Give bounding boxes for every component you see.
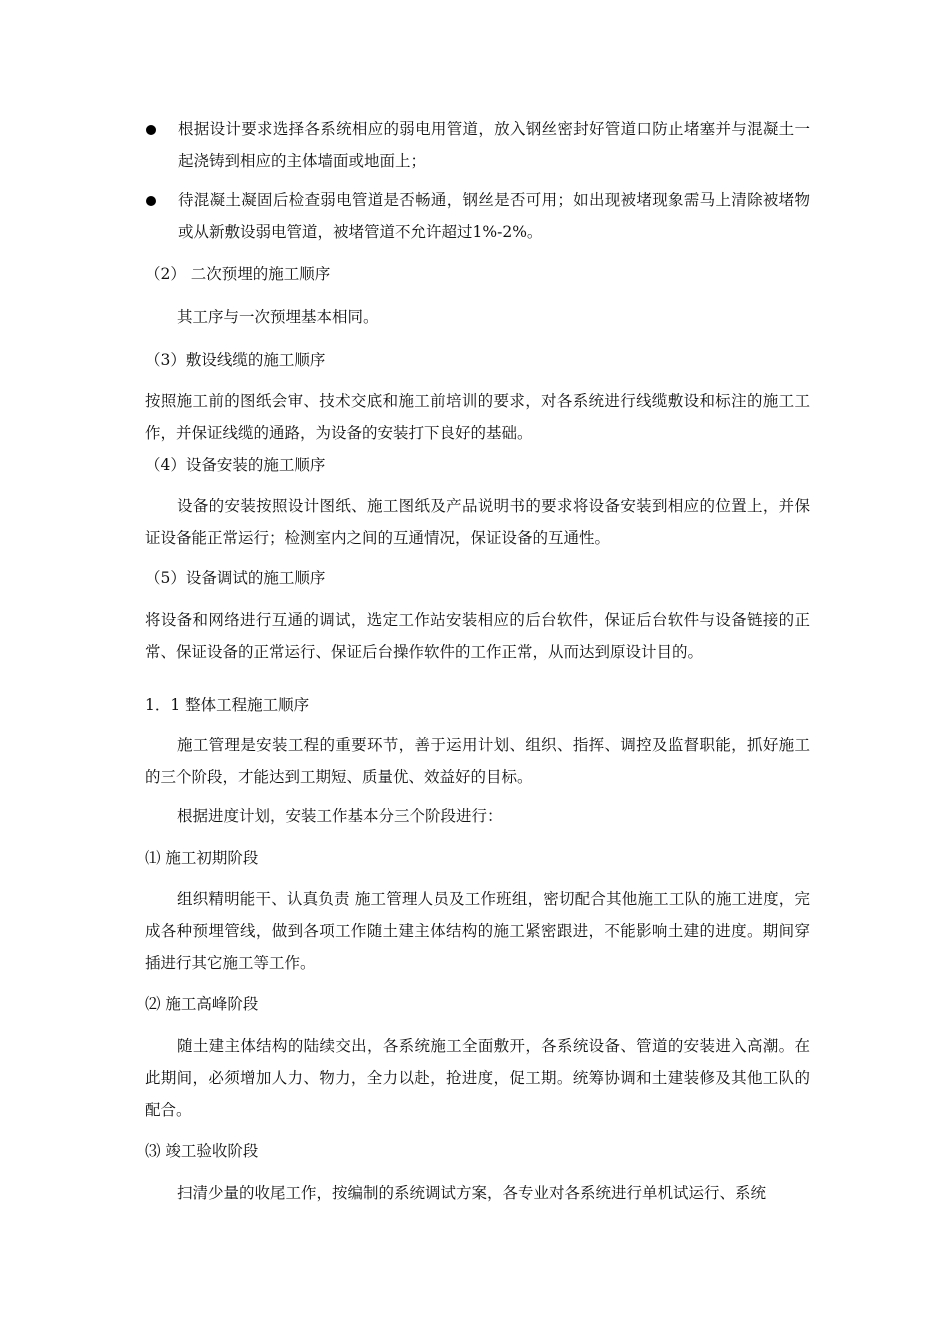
paragraph: 其工序与一次预埋基本相同。 xyxy=(177,308,379,326)
bullet-icon xyxy=(146,125,156,135)
paragraph: 根据进度计划，安装工作基本分三个阶段进行： xyxy=(177,807,503,825)
paragraph: 扫清少量的收尾工作，按编制的系统调试方案，各专业对各系统进行单机试运行、系统 xyxy=(177,1184,767,1202)
stage-heading: ⑵ 施工高峰阶段 xyxy=(145,995,259,1013)
paragraph: 设备的安装按照设计图纸、施工图纸及产品说明书的要求将设备安装到相应的位置上，并保证设备能正常运行；检测室内之间的互通情况，保证设备的互通性。 xyxy=(145,497,810,547)
section-heading: （2） 二次预埋的施工顺序 xyxy=(145,265,331,283)
section-heading: （4）设备安装的施工顺序 xyxy=(145,456,326,474)
bullet-item xyxy=(145,184,810,248)
section-title: 1．1 整体工程施工顺序 xyxy=(145,696,310,714)
stage-heading: ⑴ 施工初期阶段 xyxy=(145,849,259,867)
section-heading: （3）敷设线缆的施工顺序 xyxy=(145,351,326,369)
paragraph: 将设备和网络进行互通的调试，选定工作站安装相应的后台软件，保证后台软件与设备链接的正常、保证设备的正常运行、保证后台操作软件的工作正常，从而达到原设计目的。 xyxy=(145,611,810,661)
paragraph: 随土建主体结构的陆续交出，各系统施工全面敷开，各系统设备、管道的安装进入高潮。在此期间，必须增加人力、物力，全力以赴，抢进度，促工期。统筹协调和土建装修及其他工队的配合。 xyxy=(145,1037,810,1119)
bullet-item xyxy=(145,113,810,177)
section-heading: （5）设备调试的施工顺序 xyxy=(145,569,326,587)
bullet-text: 待混凝土凝固后检查弱电管道是否畅通，钢丝是否可用；如出现被堵现象需马上清除被堵物或从新敷设弱电管道，被堵管道不允许超过1%-2%。 xyxy=(178,191,810,241)
paragraph: 组织精明能干、认真负责 施工管理人员及工作班组，密切配合其他施工工队的施工进度，完成各种预埋管线，做到各项工作随土建主体结构的施工紧密跟进，不能影响土建的进度。期间穿插进行其它施工等工作。 xyxy=(145,890,810,972)
bullet-text: 根据设计要求选择各系统相应的弱电用管道，放入钢丝密封好管道口防止堵塞并与混凝土一起浇铸到相应的主体墙面或地面上； xyxy=(178,120,810,170)
paragraph: 施工管理是安装工程的重要环节，善于运用计划、组织、指挥、调控及监督职能，抓好施工的三个阶段，才能达到工期短、质量优、效益好的目标。 xyxy=(145,736,810,786)
stage-heading: ⑶ 竣工验收阶段 xyxy=(145,1142,259,1160)
paragraph: 按照施工前的图纸会审、技术交底和施工前培训的要求，对各系统进行线缆敷设和标注的施工工作，并保证线缆的通路，为设备的安装打下良好的基础。 xyxy=(145,392,810,442)
bullet-icon xyxy=(146,196,156,206)
